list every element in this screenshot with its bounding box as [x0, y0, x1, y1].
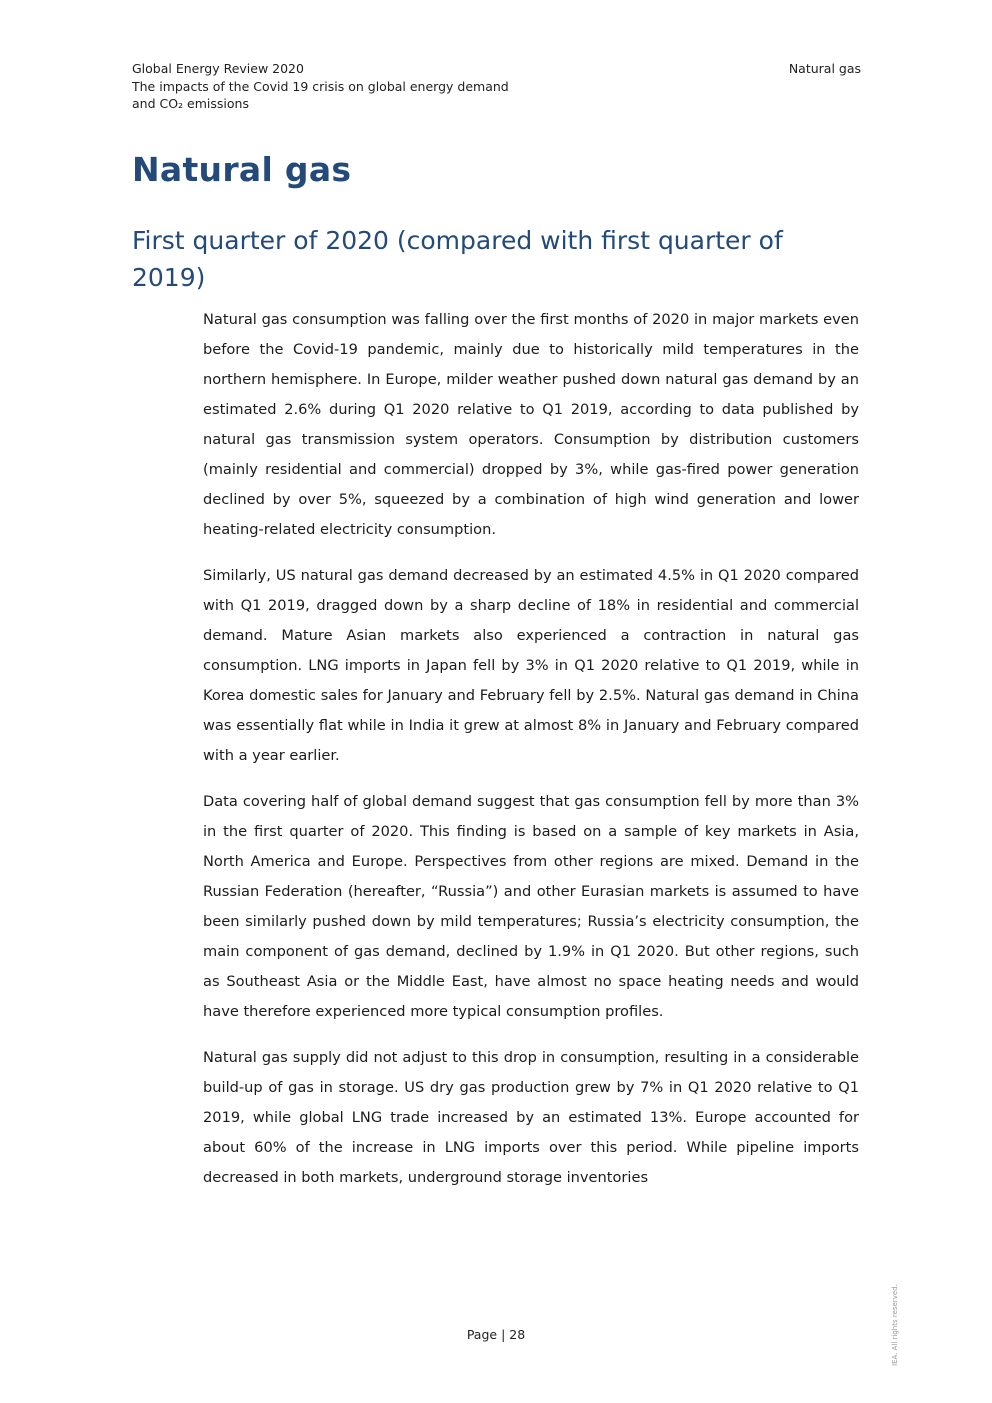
copyright-note: IEA. All rights reserved. [891, 1284, 899, 1366]
paragraph: Similarly, US natural gas demand decreased by an estimated 4.5% in Q1 2020 compared with Q1 2019, dragged down by a sharp decline of 18% in residential and commercial demand. Mature Asian markets also experienced a contraction in natural gas consumption. LNG imports in Japan fell by 3% in Q1 2020 relative to Q1 2019, while in Korea domestic sales for January and February fell by 2.5%. Natural gas demand in China was essentially flat while in India it grew at almost 8% in January and February compared with a year earlier. [203, 567, 859, 764]
running-header-left [132, 60, 509, 113]
paragraph: Data covering half of global demand suggest that gas consumption fell by more than 3% in the first quarter of 2020. This finding is based on a sample of key markets in Asia, North America and Europe. Perspectives from other regions are mixed. Demand in the Russian Federation (hereafter, “Russia”) and other Eurasian markets is assumed to have been similarly pushed down by mild temperatures; Russia’s electricity consumption, the main component of gas demand, declined by 1.9% in Q1 2020. But other regions, such as Southeast Asia or the Middle East, have almost no space heating needs and would have therefore experienced more typical consumption profiles. [203, 793, 859, 1020]
paragraph: Natural gas supply did not adjust to this drop in consumption, resulting in a considerable build-up of gas in storage. US dry gas production grew by 7% in Q1 2020 relative to Q1 2019, while global LNG trade increased by an estimated 13%. Europe accounted for about 60% of the increase in LNG imports over this period. While pipeline imports decreased in both markets, underground storage inventories [203, 1049, 859, 1186]
chapter-title: Natural gas [132, 150, 352, 189]
body-text [203, 305, 859, 1209]
paragraph: Natural gas consumption was falling over the first months of 2020 in major markets even before the Covid-19 pandemic, mainly due to historically mild temperatures in the northern hemisphere. In Europe, milder weather pushed down natural gas demand by an estimated 2.6% during Q1 2020 relative to Q1 2019, according to data published by natural gas transmission system operators. Consumption by distribution customers (mainly residential and commercial) dropped by 3%, while gas-fired power generation declined by over 5%, squeezed by a combination of high wind generation and lower heating-related electricity consumption. [203, 311, 859, 538]
header-report-subtitle-line-2: and CO₂ emissions [132, 96, 249, 111]
page-number: Page | 28 [466, 1327, 526, 1342]
header-report-title: Global Energy Review 2020 [132, 61, 304, 76]
section-title: First quarter of 2020 (compared with first quarter of 2019) [132, 226, 783, 292]
header-report-subtitle-line-1: The impacts of the Covid 19 crisis on global energy demand [132, 78, 509, 94]
running-header-right: Natural gas [788, 61, 861, 76]
